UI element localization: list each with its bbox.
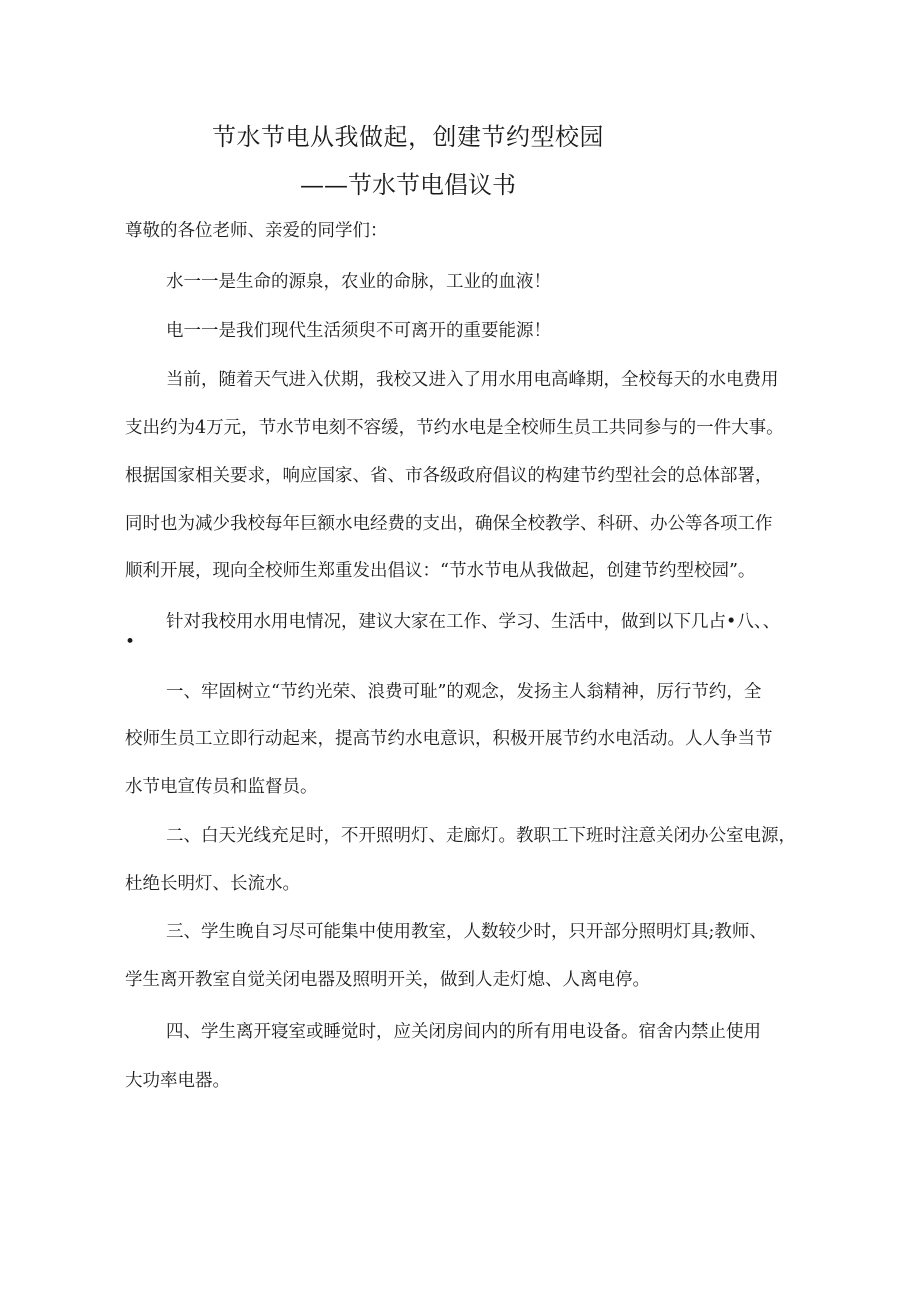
paragraph-line: 三、学生晚自习尽可能集中使用教室，人数较少时，只开部分照明灯具;教师、 [166,922,767,942]
paragraph-line: 大功率电器。 [125,1071,230,1091]
paragraph-line: 针对我校用水用电情况，建议大家在工作、学习、生活中，做到以下几占•八、、 [166,612,781,632]
paragraph-line: 电一一是我们现代生活须臾不可离开的重要能源！ [166,321,551,341]
document-title: 节水节电从我做起，创建节约型校园 [212,123,604,151]
paragraph-line: 学生离开教室自觉关闭电器及照明开关，做到人走灯熄、人离电停。 [125,970,650,990]
paragraph-line: 校师生员工立即行动起来，提高节约水电意识，积极开展节约水电活动。人人争当节 [125,729,773,749]
paragraph-line: 当前，随着天气进入伏期，我校又进入了用水用电高峰期，全校每天的水电费用 [166,370,779,390]
paragraph-line: 水节电宣传员和监督员。 [125,777,318,797]
bullet-mark: • [125,632,136,652]
paragraph-line: 一、牢固树立“节约光荣、浪费可耻”的观念，发扬主人翁精神，厉行节约，全 [166,682,762,702]
paragraph-line: 二、白天光线充足时，不开照明灯、走廊灯。教职工下班时注意关闭办公室电源， [166,826,796,846]
paragraph-line: 同时也为减少我校每年巨额水电经费的支出，确保全校教学、科研、办公等各项工作 [125,514,773,534]
paragraph-line: 根据国家相关要求，响应国家、省、市各级政府倡议的构建节约型社会的总体部署， [125,466,773,486]
paragraph-line: 支出约为4万元，节水节电刻不容缓，节约水电是全校师生员工共同参与的一件大事。 [125,418,784,438]
greeting: 尊敬的各位老师、亲爱的同学们： [125,221,388,241]
paragraph-line: 杜绝长明灯、长流水。 [125,874,300,894]
document-subtitle: ——节水节电倡议书 [300,171,516,199]
paragraph-line: 顺利开展，现向全校师生郑重发出倡议：“节水节电从我做起，创建节约型校园”。 [125,561,756,581]
paragraph-line: 四、学生离开寝室或睡觉时，应关闭房间内的所有用电设备。宿舍内禁止使用 [166,1022,761,1042]
paragraph-line: 水一一是生命的源泉，农业的命脉，工业的血液！ [166,272,551,292]
